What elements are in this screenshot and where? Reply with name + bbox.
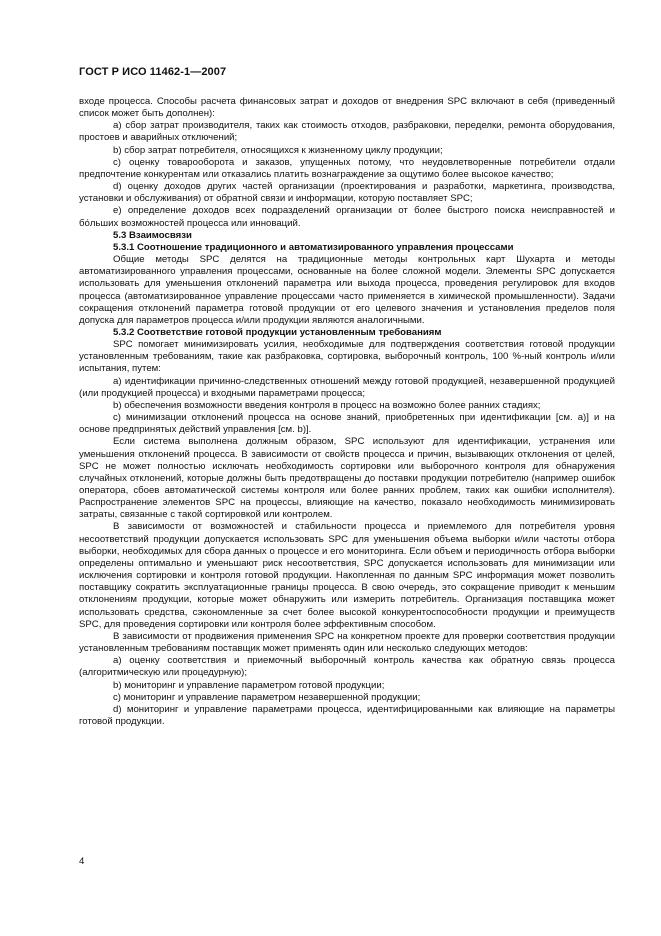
paragraph: Если система выполнена должным образом, SPC используют для идентификации, устранения или уменьшения отклонений процесса. В зависимости от свойств процесса и причин, вызывающих отклонения от целей, SPC не может полностью исключать необходимость сортировки или выборочного контроля для обнаружения случайных отклонений, которые должны быть предотвращены до поставки продукции потребителю (например ошибок оператора, сбоев автоматической системы контроля или более ранних проблем, таких как ошибки исполнителя). Распространение элементов SPC на процессы, влияющие на качество, показало необходимость минимизировать затраты, связанные с такой сортировкой или контролем. [79, 436, 615, 521]
list-item: c) минимизации отклонений процесса на основе знаний, приобретенных при идентификации [см. а)] и на основе предпринятых действий управления [см. b)]. [79, 412, 615, 436]
list-item: e) определение доходов всех подразделений организации от более быстрого поиска неисправностей и бо́льших возможностей процесса или инноваций. [79, 205, 615, 229]
document-header: ГОСТ Р ИСО 11462-1—2007 [79, 66, 227, 78]
page-number: 4 [79, 856, 85, 867]
list-item: a) сбор затрат производителя, таких как стоимость отходов, разбраковки, переделки, ремонта оборудования, простоев и аварийных отключений; [79, 120, 615, 144]
subsection-heading: 5.3.2 Соответствие готовой продукции установленным требованиям [113, 326, 442, 338]
subsection-heading: 5.3.1 Соотношение традиционного и автоматизированного управления процессами [113, 241, 514, 253]
paragraph: В зависимости от возможностей и стабильности процесса и приемлемого для потребителя уровня несоответствий продукции допускается использовать SPC для уменьшения объема выборки и/или частоты отбора выборки, необходимых для сбора данных о процессе и его мониторинга. Если объем и периодичность отбора выборки определены оптимально и уменьшают риск несоответствия, SPC допускается использовать для минимизации или исключения сортировки и контроля готовой продукции. Накопленная по данным SPC информация может позволить поставщику сократить эксплуатационные границы процесса. В свою очередь, это сокращение приводит к меньшим отклонениям продукции, которые может обнаружить или измерить потребитель. Организация поставщика может использовать средства, сэкономленные за счет более высокой конкурентоспособности продукции и преимуществ SPC, для проведения сортировки или контроля более эффективным способом. [79, 521, 615, 630]
list-item: a) идентификации причинно-следственных отношений между готовой продукцией, незавершенной продукцией (или продукцией процесса) и входными параметрами процесса; [79, 375, 615, 399]
list-item: c) мониторинг и управление параметром незавершенной продукции; [113, 691, 421, 703]
list-item: b) обеспечения возможности введения контроля в процесс на возможно более ранних стадиях; [113, 399, 541, 411]
paragraph: Общие методы SPC делятся на традиционные методы контрольных карт Шухарта и методы автоматизированного управления процессами, основанные на более сложной модели. Элементы SPC допускается использовать для уменьшения отклонений параметра или выхода процесса, проведения регулировок для входов процесса (автоматизированное управление процессами часто применяется в химической промышленности). Задачи сокращения отклонений параметра готовой продукции от его целевого значения и установления пределов поля допуска для параметров процесса и/или продукции являются аналогичными. [79, 254, 615, 326]
list-item: c) оценку товарооборота и заказов, упущенных потому, что неудовлетворенные потребители отдали предпочтение конкурентам или отказались платить вознаграждение за ощутимо более высокое качество; [79, 156, 615, 180]
paragraph: В зависимости от продвижения применения SPC на конкретном проекте для проверки соответствия продукции установленным требованиям поставщик может применять один или несколько следующих методов: [79, 630, 615, 655]
list-item: b) сбор затрат потребителя, относящихся к жизненному циклу продукции; [113, 144, 443, 156]
list-item: b) мониторинг и управление параметром готовой продукции; [113, 679, 385, 691]
section-heading: 5.3 Взаимосвязи [113, 229, 192, 241]
page-body [79, 96, 615, 728]
paragraph: SPC помогает минимизировать усилия, необходимые для подтверждения соответствия готовой продукции установленным требованиям, такие как разбраковка, сортировка, выборочный контроль, 100 %-ный контроль и/или испытания, путем: [79, 339, 615, 375]
list-item: d) оценку доходов других частей организации (проектирования и разработки, маркетинга, производства, установки и обслуживания) от обратной связи и информации, которую поставляет SPC; [79, 181, 615, 205]
paragraph: входе процесса. Способы расчета финансовых затрат и доходов от внедрения SPC включают в себя (приведенный список может быть дополнен): [79, 96, 615, 120]
list-item: a) оценку соответствия и приемочный выборочный контроль качества как обратную связь процесса (алгоритмическую или процедурную); [79, 655, 615, 679]
list-item: d) мониторинг и управление параметрами процесса, идентифицированными как влияющие на параметры готовой продукции. [79, 703, 615, 727]
